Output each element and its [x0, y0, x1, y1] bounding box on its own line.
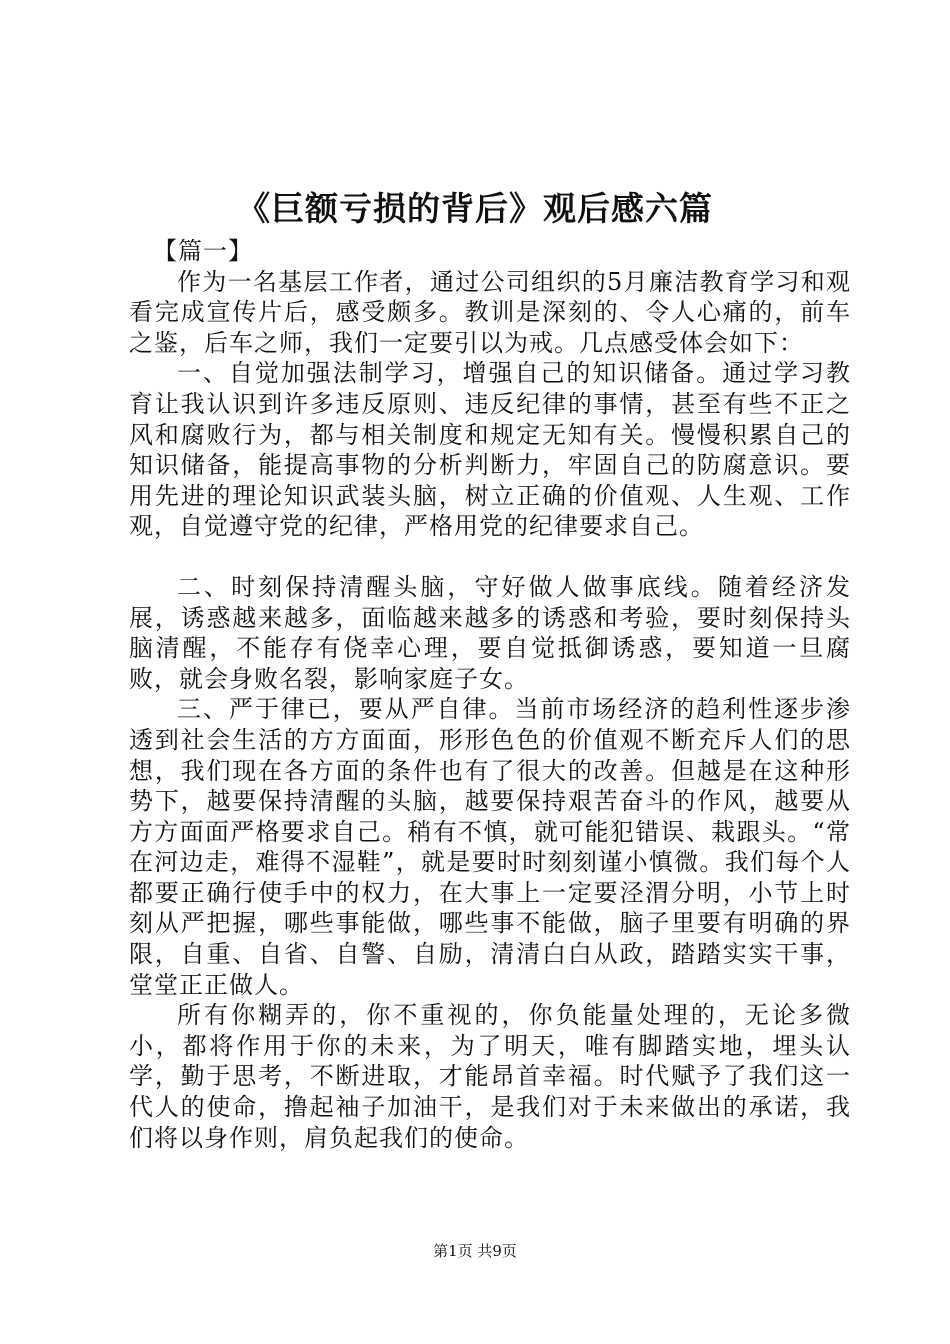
page-number: 第1页	[433, 1242, 473, 1260]
paragraph-point-one: 一、自觉加强法制学习，增强自己的知识储备。通过学习教育让我认识到许多违反原则、违反纪律的事情，甚至有些不正之风和腐败行为，都与相关制度和规定无知有关。慢慢积累自己的知识储备，能提高事物的分析判断力，牢固自己的防腐意识。要用先进的理论知识武装头脑，树立正确的价值观、人生观、工作观，自觉遵守党的纪律，严格用党的纪律要求自己。	[129, 359, 851, 541]
document-body	[129, 236, 851, 1153]
document-title: 《巨额亏损的背后》观后感六篇	[237, 189, 713, 228]
paragraph-conclusion: 所有你糊弄的，你不重视的，你负能量处理的，无论多微小，都将作用于你的未来，为了明天，唯有脚踏实地，埋头认学，勤于思考，不断进取，才能昂首幸福。时代赋予了我们这一代人的使命，撸起袖子加油干，是我们对于未来做出的承诺，我们将以身作则，肩负起我们的使命。	[129, 1001, 851, 1152]
page-total: 共9页	[477, 1242, 517, 1260]
paragraph-intro: 作为一名基层工作者，通过公司组织的5月廉洁教育学习和观看完成宣传片后，感受颇多。教训是深刻的、令人心痛的，前车之鉴，后车之师，我们一定要引以为戒。几点感受体会如下：	[129, 267, 851, 357]
paragraph-point-three: 三、严于律已，要从严自律。当前市场经济的趋利性逐步渗透到社会生活的方方面面，形形色色的价值观不断充斥人们的思想，我们现在各方面的条件也有了很大的改善。但越是在这种形势下，越要保持清醒的头脑，越要保持艰苦奋斗的作风，越要从方方面面严格要求自己。稍有不慎，就可能犯错误、栽跟头。“常在河边走，难得不湿鞋”，就是要时时刻刻谨小慎微。我们每个人都要正确行使手中的权力，在大事上一定要泾渭分明，小节上时刻从严把握，哪些事能做，哪些事不能做，脑子里要有明确的界限，自重、自省、自警、自励，清清白白从政，踏踏实实干事，堂堂正正做人。	[129, 695, 851, 999]
section-label: 【篇一】	[153, 237, 253, 265]
paragraph-point-two: 二、时刻保持清醒头脑，守好做人做事底线。随着经济发展，诱惑越来越多，面临越来越多的诱惑和考验，要时刻保持头脑清醒，不能存有侥幸心理，要自觉抵御诱惑，要知道一旦腐败，就会身败名裂，影响家庭子女。	[129, 572, 851, 693]
page-footer	[0, 1240, 950, 1262]
